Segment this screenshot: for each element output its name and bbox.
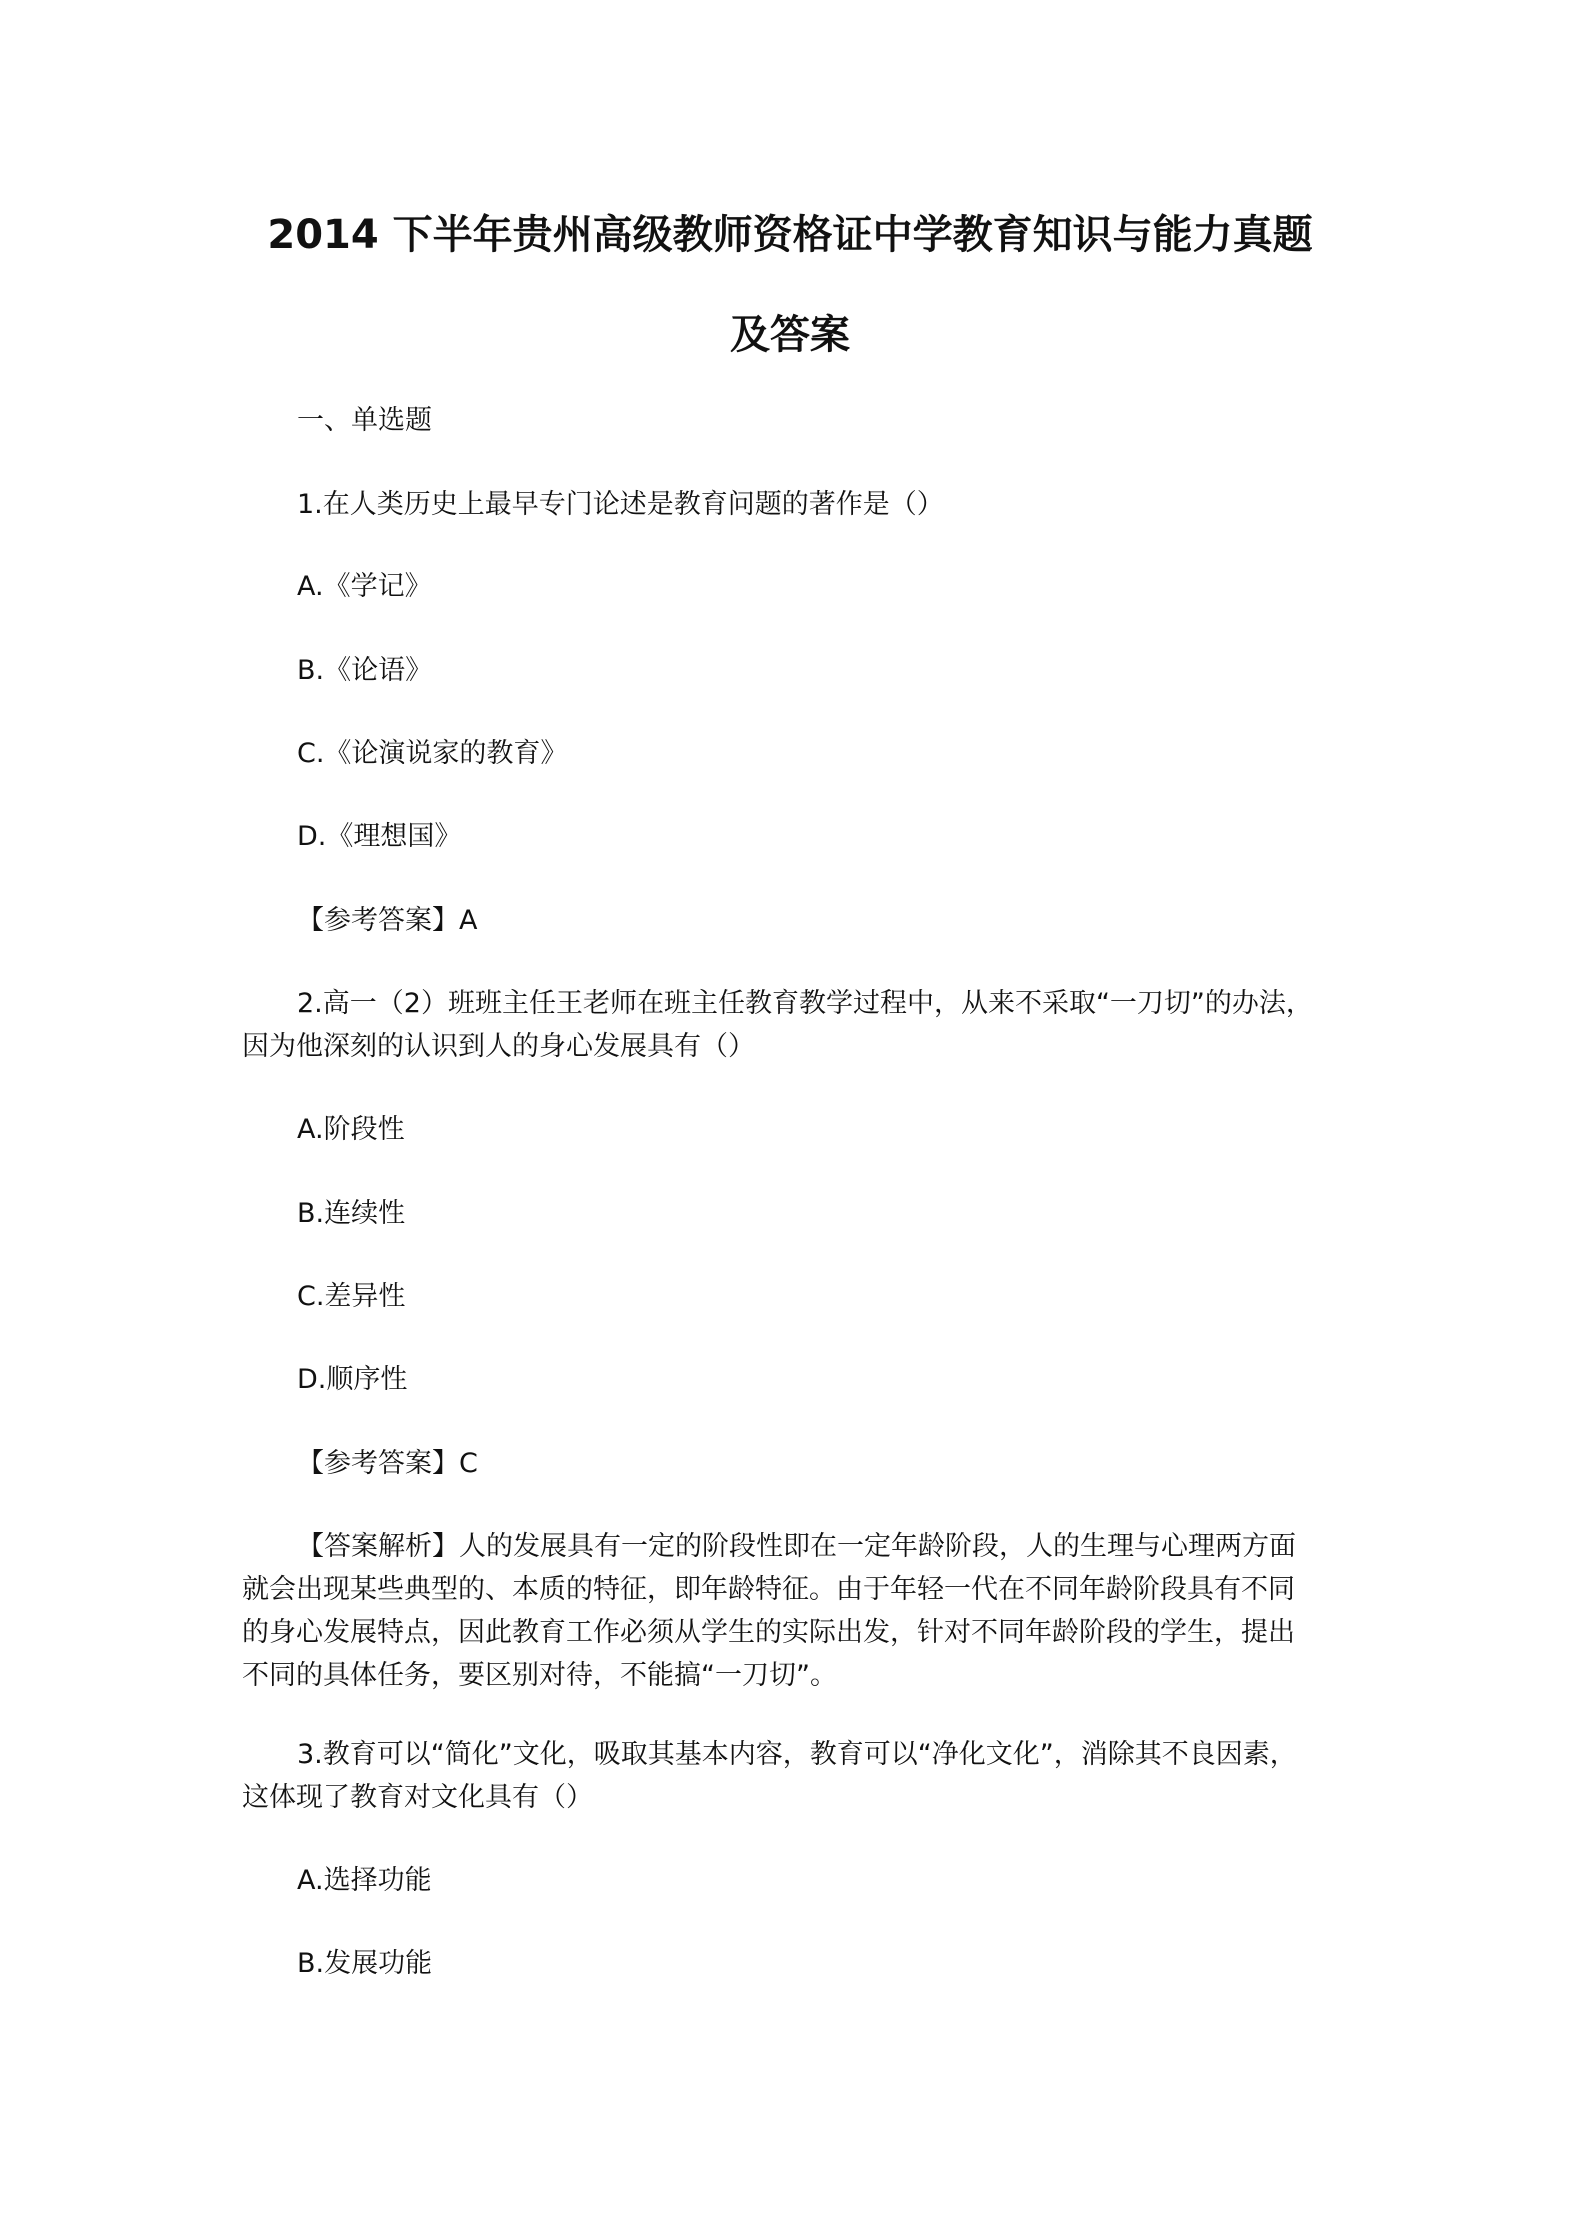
title-line-1: 2014 下半年贵州高级教师资格证中学教育知识与能力真题	[267, 212, 1313, 258]
title-line-2: 及答案	[730, 312, 850, 358]
question-2-answer: 【参考答案】C	[297, 1448, 478, 1479]
analysis-line-3: 的身心发展特点，因此教育工作必须从学生的实际出发，针对不同年龄阶段的学生，提出	[242, 1617, 1295, 1648]
question-3-stem-line-2: 这体现了教育对文化具有（）	[242, 1782, 593, 1813]
question-3-option-a: A.选择功能	[297, 1865, 432, 1896]
document-title	[240, 185, 1340, 385]
question-3-stem	[242, 1733, 1340, 1819]
section-heading: 一、单选题	[297, 405, 432, 436]
question-1-option-b: B.《论语》	[297, 655, 433, 686]
question-3-stem-line-1: 3.教育可以“简化”文化，吸取其基本内容，教育可以“净化文化”，消除其不良因素，	[297, 1739, 1297, 1770]
question-1-option-c: C.《论演说家的教育》	[297, 738, 568, 769]
question-2-stem-line-2: 因为他深刻的认识到人的身心发展具有（）	[242, 1031, 755, 1062]
question-2-stem	[242, 982, 1340, 1068]
analysis-line-4: 不同的具体任务，要区别对待，不能搞“一刀切”。	[242, 1660, 837, 1691]
question-1-stem: 1.在人类历史上最早专门论述是教育问题的著作是（）	[297, 489, 944, 520]
question-3-option-b: B.发展功能	[297, 1948, 433, 1979]
question-2-option-a: A.阶段性	[297, 1114, 405, 1145]
question-2-option-b: B.连续性	[297, 1198, 406, 1229]
question-1-answer: 【参考答案】A	[297, 905, 478, 936]
analysis-line-2: 就会出现某些典型的、本质的特征，即年龄特征。由于年轻一代在不同年龄阶段具有不同	[242, 1574, 1295, 1605]
question-2-stem-line-1: 2.高一（2）班班主任王老师在班主任教育教学过程中，从来不采取“一刀切”的办法，	[297, 988, 1313, 1019]
question-1-option-d: D.《理想国》	[297, 821, 462, 852]
question-2-option-c: C.差异性	[297, 1281, 406, 1312]
question-2-analysis	[242, 1525, 1340, 1697]
analysis-line-1: 【答案解析】人的发展具有一定的阶段性即在一定年龄阶段，人的生理与心理两方面	[297, 1531, 1296, 1562]
question-1-option-a: A.《学记》	[297, 571, 432, 602]
question-2-option-d: D.顺序性	[297, 1364, 408, 1395]
